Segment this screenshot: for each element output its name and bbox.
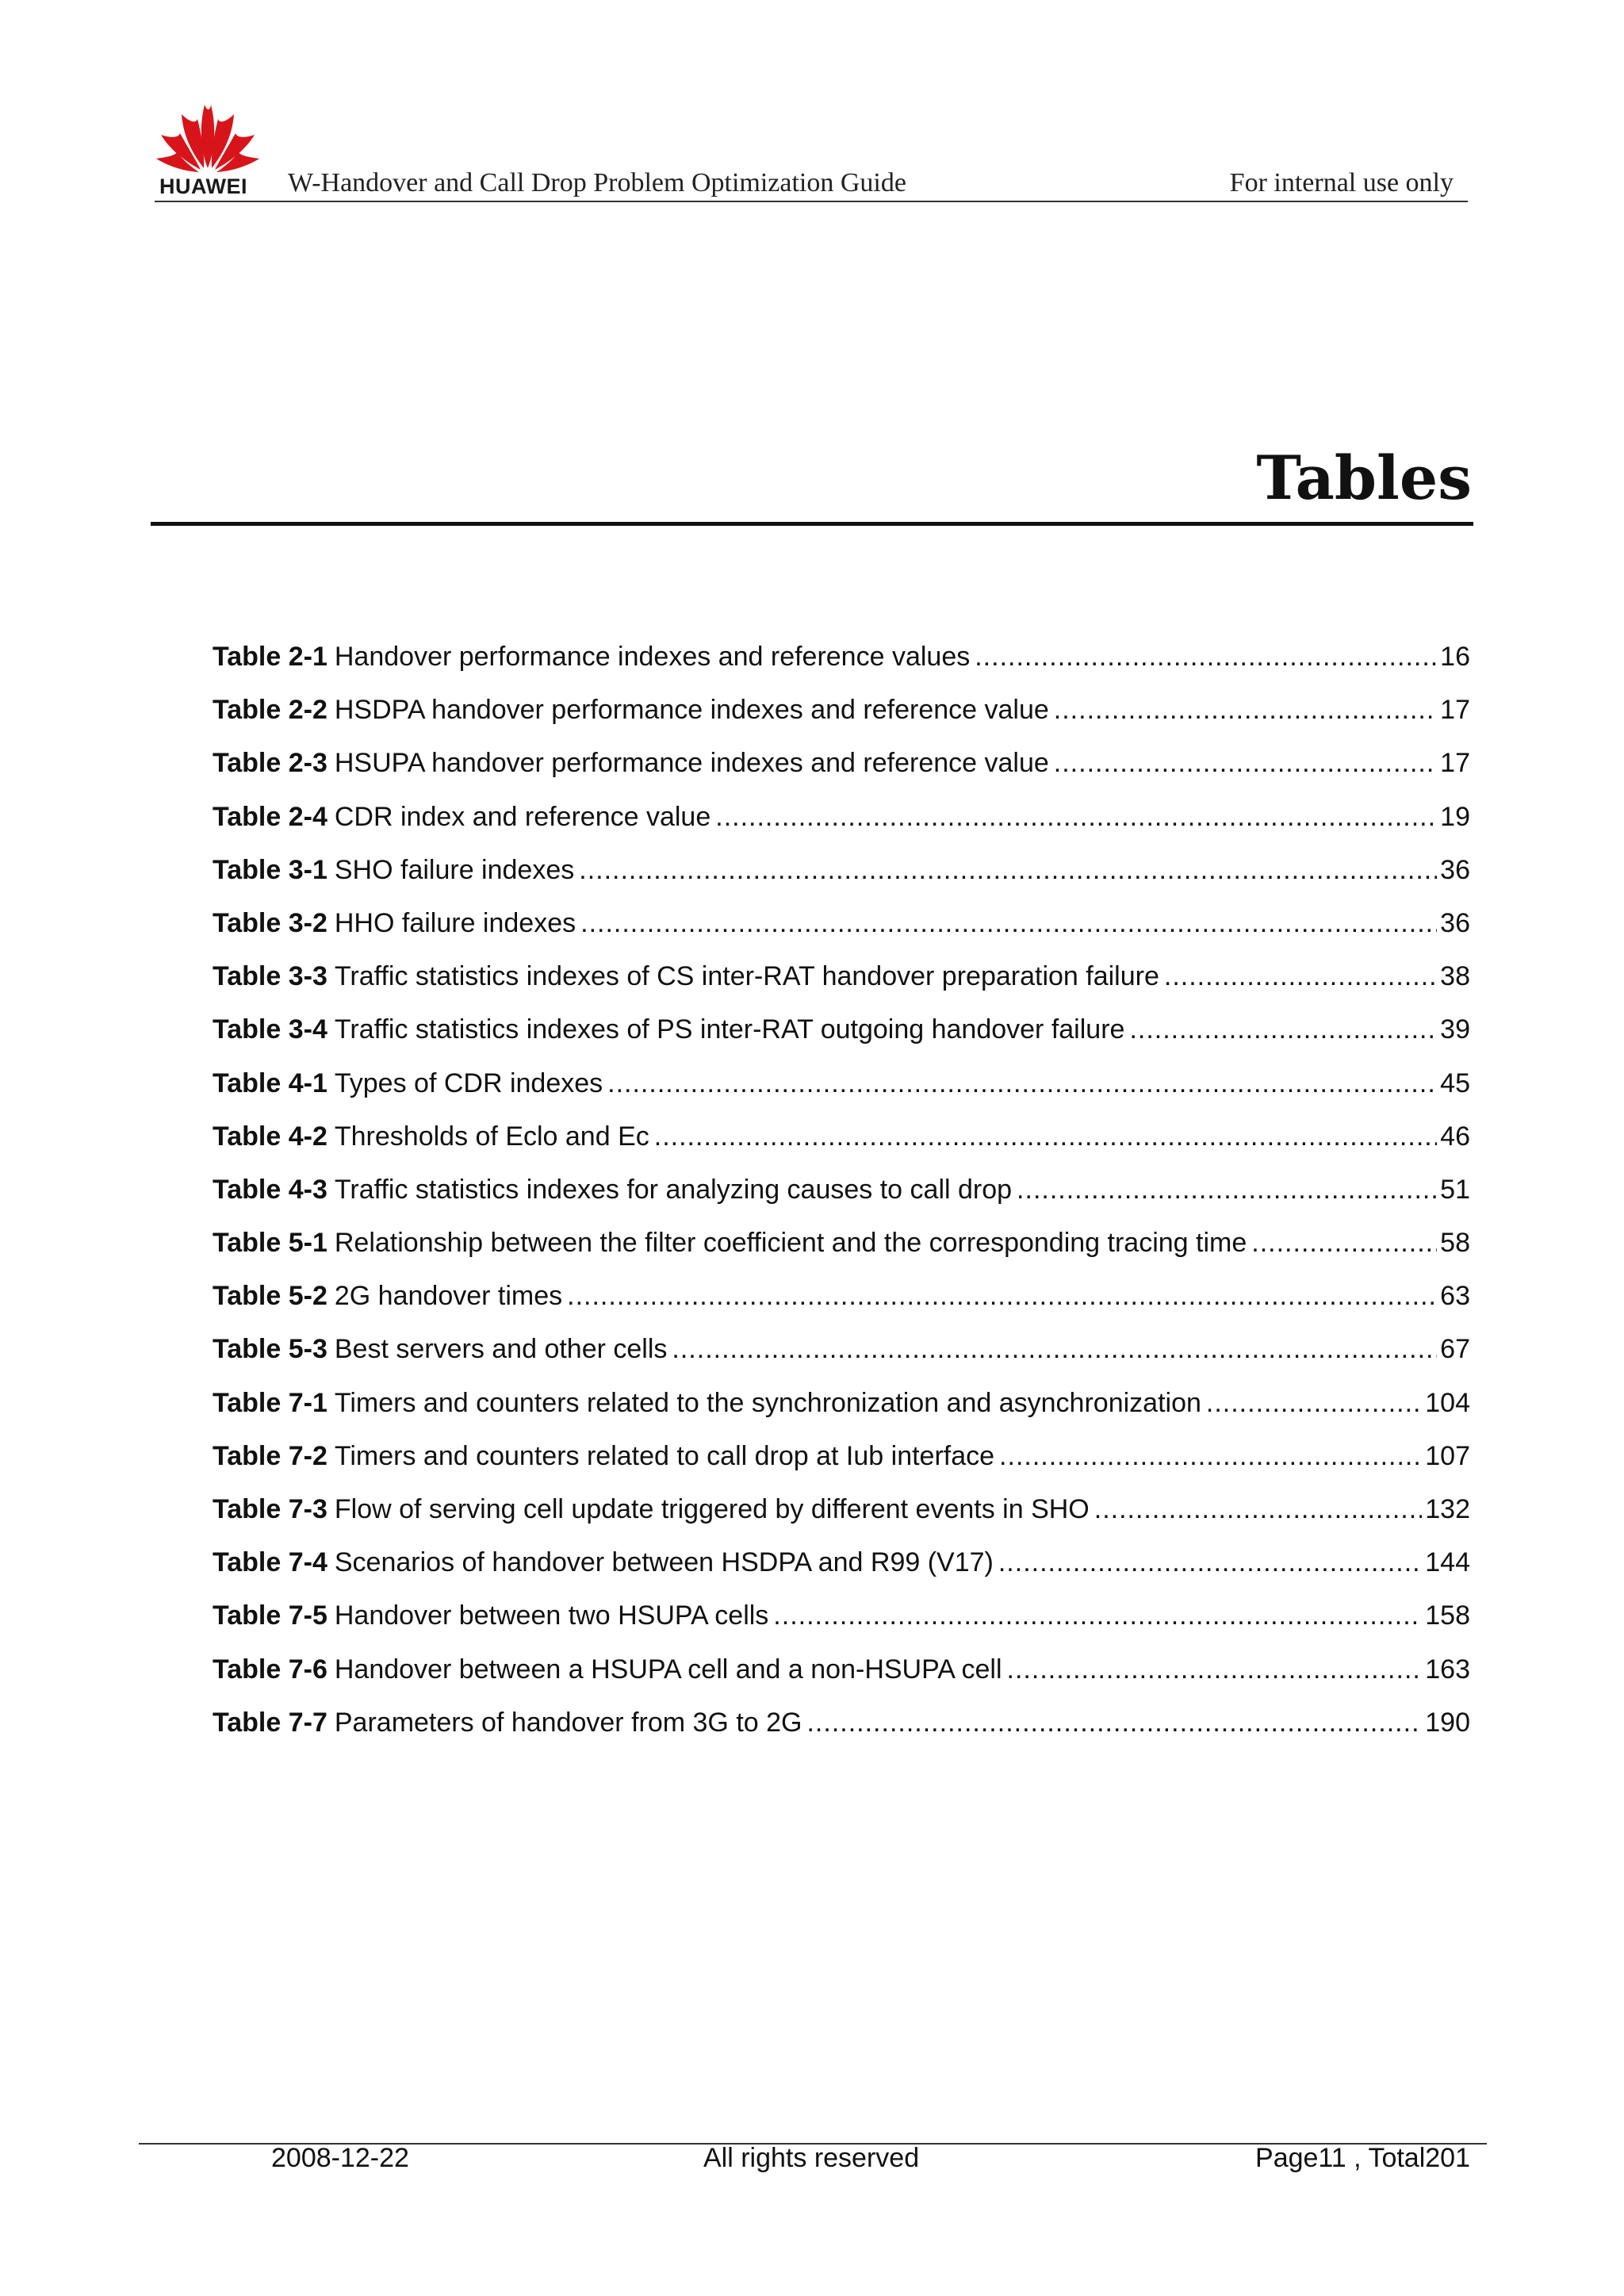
document-title: W-Handover and Call Drop Problem Optimization Guide (288, 168, 906, 197)
toc-entry-page: 17 (1440, 748, 1470, 779)
toc-entry-title: Types of CDR indexes (334, 1068, 603, 1098)
toc-entry-page: 163 (1425, 1654, 1470, 1685)
toc-entry[interactable] (213, 801, 1470, 854)
footer-date: 2008-12-22 (271, 2143, 409, 2173)
toc-dot-leader (672, 1333, 1437, 1365)
toc-entry-number: Table 5-2 (213, 1281, 327, 1312)
toc-dot-leader (975, 641, 1437, 673)
toc-dot-leader (998, 1547, 1422, 1578)
toc-entry-title: HSUPA handover performance indexes and reference value (334, 748, 1049, 779)
toc-entry-number: Table 4-1 (213, 1068, 327, 1098)
header-divider (155, 201, 1468, 202)
toc-entry-title: Best servers and other cells (334, 1334, 668, 1365)
toc-entry-title: HSDPA handover performance indexes and reference value (334, 695, 1049, 726)
toc-dot-leader (1054, 747, 1437, 779)
toc-dot-leader (1251, 1227, 1437, 1259)
toc-dot-leader (579, 854, 1437, 886)
toc-dot-leader (1164, 960, 1437, 992)
toc-entry-number: Table 7-1 (213, 1387, 327, 1418)
toc-entry-page: 38 (1440, 961, 1470, 992)
toc-entry-page: 45 (1440, 1068, 1470, 1098)
toc-entry-number: Table 7-6 (213, 1654, 327, 1685)
toc-entry-title: 2G handover times (334, 1281, 563, 1312)
toc-entry-title: Timers and counters related to the synchronization and asynchronization (334, 1387, 1201, 1418)
toc-entry-title: Traffic statistics indexes for analyzing causes to call drop (334, 1174, 1013, 1205)
toc-entry-title: Parameters of handover from 3G to 2G (334, 1707, 802, 1738)
toc-dot-leader (1206, 1387, 1422, 1419)
logo-wordmark: HUAWEI (159, 174, 247, 198)
toc-dot-leader (567, 1280, 1437, 1312)
toc-entry-title: SHO failure indexes (334, 854, 575, 885)
toc-entry-title: Flow of serving cell update triggered by different events in SHO (334, 1494, 1090, 1524)
toc-entry[interactable] (213, 694, 1470, 747)
toc-entry[interactable] (213, 1440, 1470, 1493)
footer-copyright: All rights reserved (703, 2143, 920, 2173)
toc-entry-title: Traffic statistics indexes of PS inter-RAT outgoing handover failure (334, 1014, 1125, 1045)
toc-entry-number: Table 2-2 (213, 695, 327, 726)
toc-entry-page: 107 (1425, 1440, 1470, 1471)
toc-entry[interactable] (213, 1174, 1470, 1227)
huawei-logo (155, 95, 262, 198)
toc-entry-page: 19 (1440, 801, 1470, 832)
toc-entry-title: Relationship between the filter coefficient and the corresponding tracing time (334, 1228, 1247, 1259)
toc-entry[interactable] (213, 1014, 1470, 1067)
toc-entry-number: Table 4-3 (213, 1174, 327, 1205)
toc-entry[interactable] (213, 1068, 1470, 1121)
huawei-flower-icon (155, 95, 262, 174)
toc-entry-page: 63 (1440, 1281, 1470, 1312)
toc-entry-page: 16 (1440, 642, 1470, 672)
toc-entry-page: 51 (1440, 1174, 1470, 1205)
toc-entry-number: Table 5-1 (213, 1228, 327, 1259)
toc-entry[interactable] (213, 641, 1470, 694)
toc-entry-page: 132 (1425, 1494, 1470, 1524)
toc-entry[interactable] (213, 1493, 1470, 1547)
toc-entry-number: Table 5-3 (213, 1334, 327, 1365)
toc-entry-page: 17 (1440, 695, 1470, 726)
toc-dot-leader (1094, 1493, 1423, 1525)
toc-entry[interactable] (213, 907, 1470, 960)
toc-entry[interactable] (213, 1654, 1470, 1707)
toc-entry-page: 190 (1425, 1707, 1470, 1738)
toc-dot-leader (1007, 1654, 1423, 1685)
section-title: Tables (1256, 443, 1472, 513)
toc-entry[interactable] (213, 854, 1470, 907)
toc-dot-leader (607, 1068, 1437, 1099)
toc-entry-number: Table 2-4 (213, 801, 327, 832)
toc-entry-number: Table 2-3 (213, 748, 327, 779)
toc-entry-number: Table 7-3 (213, 1494, 327, 1524)
toc-entry-title: Scenarios of handover between HSDPA and R99 (V17) (334, 1547, 994, 1578)
toc-dot-leader (580, 907, 1437, 939)
toc-entry-number: Table 3-4 (213, 1014, 327, 1045)
toc-entry-page: 39 (1440, 1014, 1470, 1045)
toc-entry-title: HHO failure indexes (334, 907, 576, 938)
toc-entry-page: 158 (1425, 1600, 1470, 1631)
toc-entry-number: Table 3-3 (213, 961, 327, 992)
toc-entry[interactable] (213, 1387, 1470, 1440)
toc-dot-leader (773, 1600, 1422, 1631)
toc-entry-title: Thresholds of Eclo and Ec (334, 1121, 649, 1152)
toc-entry[interactable] (213, 1547, 1470, 1600)
toc-entry-page: 46 (1440, 1121, 1470, 1152)
toc-entry-page: 36 (1440, 854, 1470, 885)
toc-entry[interactable] (213, 1227, 1470, 1280)
toc-entry-page: 67 (1440, 1334, 1470, 1365)
toc-entry-page: 36 (1440, 907, 1470, 938)
toc-entry-number: Table 3-1 (213, 854, 327, 885)
toc-entry-title: Timers and counters related to call drop at Iub interface (334, 1440, 995, 1471)
toc-entry-number: Table 7-5 (213, 1600, 327, 1631)
toc-entry-number: Table 7-7 (213, 1707, 327, 1738)
toc-entry-page: 144 (1425, 1547, 1470, 1578)
toc-dot-leader (999, 1440, 1422, 1472)
toc-dot-leader (1017, 1174, 1437, 1205)
toc-dot-leader (654, 1121, 1437, 1152)
toc-entry-title: Handover between a HSUPA cell and a non-HSUPA cell (334, 1654, 1002, 1685)
toc-entry[interactable] (213, 1333, 1470, 1386)
toc-entry-title: Traffic statistics indexes of CS inter-RAT handover preparation failure (334, 961, 1159, 992)
toc-entry-page: 104 (1425, 1387, 1470, 1418)
toc-dot-leader (1129, 1014, 1437, 1045)
toc-entry[interactable] (213, 1280, 1470, 1333)
toc-entry[interactable] (213, 1600, 1470, 1653)
toc-dot-leader (806, 1707, 1422, 1738)
toc-entry-number: Table 7-4 (213, 1547, 327, 1578)
page-header (155, 95, 1463, 202)
table-of-tables (213, 641, 1470, 1760)
toc-entry-page: 58 (1440, 1228, 1470, 1259)
footer-page-info: Page11 , Total201 (1255, 2143, 1470, 2173)
toc-entry-number: Table 2-1 (213, 642, 327, 672)
toc-entry[interactable] (213, 960, 1470, 1014)
toc-entry-title: Handover performance indexes and reference values (334, 642, 971, 672)
toc-dot-leader (715, 801, 1437, 833)
toc-entry-number: Table 3-2 (213, 907, 327, 938)
toc-entry-number: Table 4-2 (213, 1121, 327, 1152)
toc-entry[interactable] (213, 1707, 1470, 1760)
toc-entry-title: CDR index and reference value (334, 801, 711, 832)
toc-entry-title: Handover between two HSUPA cells (334, 1600, 769, 1631)
toc-entry[interactable] (213, 1121, 1470, 1174)
toc-entry[interactable] (213, 747, 1470, 800)
confidentiality-note: For internal use only (1229, 168, 1454, 197)
toc-entry-number: Table 7-2 (213, 1440, 327, 1471)
section-title-divider (151, 522, 1473, 526)
toc-dot-leader (1054, 694, 1437, 726)
